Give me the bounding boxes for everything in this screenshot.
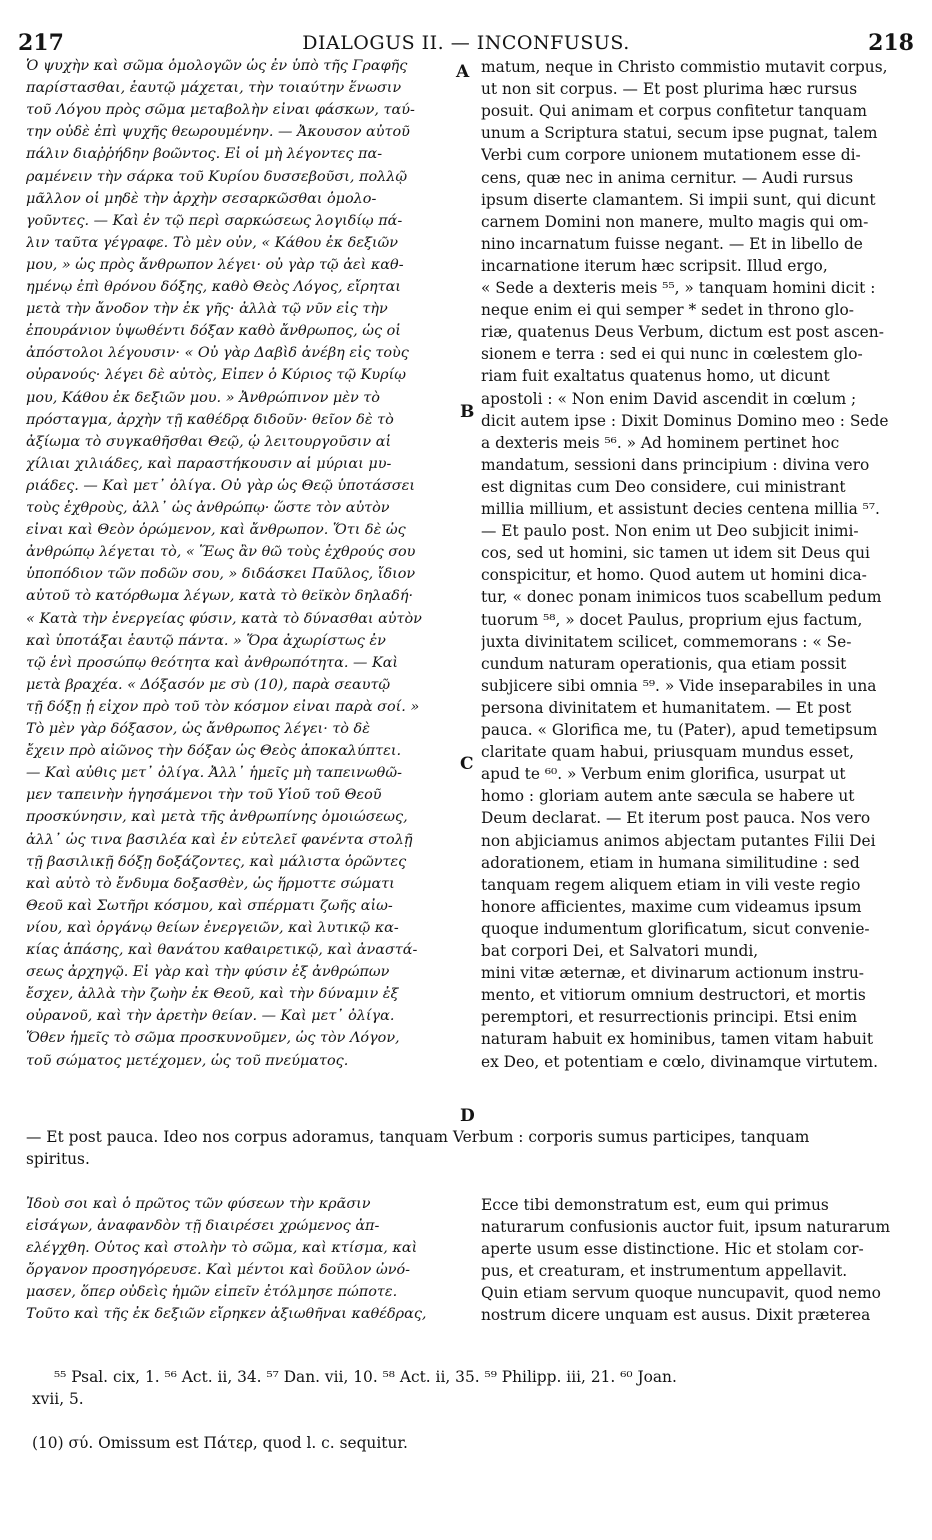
greek-text-line: ὄργανον προσηγόρευσε. Καὶ μέντοι καὶ δοῦλον ὠνό- xyxy=(26,1262,411,1278)
latin-text-line: naturam habuit ex hominibus, tamen vitam habuit xyxy=(481,1030,874,1049)
full-text-line: spiritus. xyxy=(26,1150,90,1168)
latin-text-line: neque enim ei qui semper * sedet in throno glo- xyxy=(481,301,854,320)
latin-text-line: mini vitæ æternæ, et divinarum actionum instru- xyxy=(481,964,864,983)
greek-text-line: τῇ βασιλικῇ δόξῃ δοξάζοντες, καὶ μάλιστα ὁρῶντες xyxy=(26,853,407,870)
greek-text-line: τῇ δόξῃ ᾗ εἶχον πρὸ τοῦ τὸν κόσμον εἶναι παρὰ σοί. » xyxy=(26,698,420,715)
latin-text-line: ex Deo, et potentiam e cœlo, divinamque virtutem. xyxy=(481,1052,878,1071)
greek-text-line: προσκύνησιν, καὶ μετὰ τῆς ἀνθρωπίνης ὁμοιώσεως, xyxy=(26,809,408,826)
greek-text-line: ἀπόστολοι λέγουσιν· « Οὐ γὰρ Δαβὶδ ἀνέβη εἰς τοὺς xyxy=(26,345,409,362)
greek-text-line: « Κατὰ τὴν ἐνεργείας φύσιν, κατὰ τὸ δύνασθαι αὐτὸν xyxy=(26,610,422,627)
footnotes-line-1: ⁵⁵ Psal. cix, 1. ⁵⁶ Act. ii, 34. ⁵⁷ Dan. vii, 10. ⁵⁸ Act. ii, 35. ⁵⁹ Philipp. iii, 21. ⁶⁰ Joan. xyxy=(54,1368,677,1386)
greek-text-line: μετὰ τὴν ἄνοδον τὴν ἐκ γῆς· ἀλλὰ τῷ νῦν εἰς τὴν xyxy=(26,301,388,318)
greek-text-line: ἔσχεν, ἀλλὰ τὴν ζωὴν ἐκ Θεοῦ, καὶ τὴν δύναμιν ἐξ xyxy=(26,986,399,1003)
greek-text-line: καὶ αὐτὸ τὸ ἔνδυμα δοξασθὲν, ὡς ἥρμοττε σώματι xyxy=(26,875,395,892)
latin-column-2 xyxy=(481,1196,907,1328)
greek-text-line: πάλιν διαῤῥήδην βοῶντος. Εἰ οἱ μὴ λέγοντες πα- xyxy=(26,146,383,163)
greek-text-line: ἐπουράνιον ὑψωθέντι δόξαν καθὸ ἄνθρωπος, ὡς οἱ xyxy=(26,323,401,340)
full-text-line: — Et post pauca. Ideo nos corpus adoramus, tanquam Verbum : corporis sumus participes, tanquam xyxy=(26,1128,810,1146)
greek-text-line: ἀνθρώπῳ λέγεται τὸ, « Ἕως ἂν θῶ τοὺς ἐχθρούς σου xyxy=(26,544,416,561)
greek-column xyxy=(26,58,475,1088)
greek-text-line: ριάδες. — Καὶ μετ᾽ ὀλίγα. Οὐ γὰρ ὡς Θεῷ ὑποτάσσει xyxy=(26,477,415,494)
latin-text-line: Ecce tibi demonstratum est, eum qui primus xyxy=(481,1196,829,1214)
editor-note: (10) σύ. Omissum est Πάτερ, quod l. c. sequitur. xyxy=(32,1434,408,1452)
greek-text-line: λιν ταῦτα γέγραφε. Τὸ μὲν οὖν, « Κάθου ἐκ δεξιῶν xyxy=(26,234,399,251)
greek-text-line: Θεοῦ καὶ Σωτῆρι κόσμου, καὶ σπέρματι ζωῆς αἰω- xyxy=(26,897,393,914)
latin-text-line: persona divinitatem et humanitatem. — Et post xyxy=(481,698,852,717)
greek-text-line: μετὰ βραχέα. « Δόξασόν με σὺ (10), παρὰ σεαυτῷ xyxy=(26,676,391,693)
greek-text-line: αὐτοῦ τὸ κατόρθωμα λέγων, κατὰ τὸ θεϊκὸν δηλαδή· xyxy=(26,588,414,605)
latin-text-line: ipsum diserte clamantem. Si impii sunt, qui dicunt xyxy=(481,190,876,209)
latin-text-line: riæ, quatenus Deus Verbum, dictum est post ascen- xyxy=(481,323,884,342)
latin-text-line: claritate quam habui, priusquam mundus esset, xyxy=(481,743,854,762)
greek-text-line: πρόσταγμα, ἀρχὴν τῇ καθέδρᾳ διδοῦν· θεῖον δὲ τὸ xyxy=(26,411,394,428)
greek-text-line: ὑποπόδιον τῶν ποδῶν σου, » διδάσκει Παῦλος, ἴδιον xyxy=(26,566,416,583)
greek-text-line: ἀξίωμα τὸ συγκαθῆσθαι Θεῷ, ᾧ λειτουργοῦσιν αἱ xyxy=(26,433,392,450)
latin-text-line: apostoli : « Non enim David ascendit in cœlum ; xyxy=(481,389,857,408)
latin-text-line: bat corpori Dei, et Salvatori mundi, xyxy=(481,942,759,960)
latin-text-line: non abjiciamus animos abjectam putantes Filii Dei xyxy=(481,831,876,850)
latin-text-line: subjicere sibi omnia ⁵⁹. » Vide inseparabiles in una xyxy=(481,676,877,695)
latin-text-line: — Et paulo post. Non enim ut Deo subjicit inimi- xyxy=(481,522,859,541)
greek-text-line: νίου, καὶ ὀργάνῳ θείων ἐνεργειῶν, καὶ λυτικῷ κα- xyxy=(26,919,399,936)
latin-text-line: carnem Domini non manere, multo magis qui om- xyxy=(481,212,869,231)
latin-text-line: mento, et vitiorum omnium destructori, et mortis xyxy=(481,986,866,1005)
latin-text-line: tanquam regem aliquem etiam in vili veste regio xyxy=(481,875,861,894)
greek-text-line: παρίστασθαι, ἑαυτῷ μάχεται, τὴν τοιαύτην ἕνωσιν xyxy=(26,80,402,97)
latin-text-line: unum a Scriptura statui, secum ipse pugnat, talem xyxy=(481,124,878,143)
margin-letter-a: A xyxy=(456,62,470,82)
greek-text-line: τοὺς ἐχθροὺς, ἀλλ᾽ ὡς ἀνθρώπῳ· ὥστε τὸν αὐτὸν xyxy=(26,500,390,516)
latin-text-line: juxta divinitatem scilicet, commemorans : « Se- xyxy=(481,632,852,651)
latin-text-line: est dignitas cum Deo considere, cui ministrant xyxy=(481,477,846,496)
greek-text-line: οὐρανοῦ, καὶ τὴν ἀρετὴν θείαν. — Καὶ μετ᾽ ὀλίγα. xyxy=(26,1008,395,1025)
greek-column-2 xyxy=(26,1196,472,1328)
greek-text-line: Ὅθεν ἡμεῖς τὸ σῶμα προσκυνοῦμεν, ὡς τὸν Λόγον, xyxy=(26,1030,400,1047)
latin-text-line: incarnatione iterum hæc scripsit. Illud ergo, xyxy=(481,256,828,275)
latin-text-line: cundum naturam operationis, qua etiam possit xyxy=(481,654,847,673)
greek-text-line: καὶ ὑποτάξαι ἑαυτῷ πάντα. » Ὅρα ἀχωρίστως ἐν xyxy=(26,632,386,649)
greek-text-line: εἰσάγων, ἀναφανδὸν τῇ διαιρέσει χρώμενος ἀπ- xyxy=(26,1218,380,1234)
latin-text-line: matum, neque in Christo commistio mutavit corpus, xyxy=(481,58,888,76)
margin-letter-c: C xyxy=(460,754,474,774)
latin-text-line: apud te ⁶⁰. » Verbum enim glorifica, usurpat ut xyxy=(481,765,846,784)
margin-letter-b: B xyxy=(460,402,475,422)
latin-text-line: quoque indumentum glorificatum, sicut convenie- xyxy=(481,919,870,938)
greek-text-line: μασεν, ὅπερ οὐδεὶς ἡμῶν εἰπεῖν ἐτόλμησε πώποτε. xyxy=(26,1284,398,1300)
latin-text-line: peremptori, et resurrectionis principi. Etsi enim xyxy=(481,1008,858,1027)
greek-text-line: Τὸ μὲν γὰρ δόξασον, ὡς ἄνθρωπος λέγει· τὸ δὲ xyxy=(26,721,370,737)
latin-text-line: tuorum ⁵⁸, » docet Paulus, proprium ejus factum, xyxy=(481,610,863,629)
latin-text-line: cens, quæ nec in anima cernitur. — Audi rursus xyxy=(481,168,854,187)
latin-text-line: « Sede a dexteris meis ⁵⁵, » tanquam homini dicit : xyxy=(481,279,876,297)
latin-text-line: a dexteris meis ⁵⁶. » Ad hominem pertinet hoc xyxy=(481,433,840,452)
margin-letter-d: D xyxy=(460,1106,475,1126)
greek-text-line: μου, Κάθου ἐκ δεξιῶν μου. » Ἀνθρώπινον μὲν τὸ xyxy=(26,389,380,406)
greek-text-line: — Καὶ αὖθις μετ᾽ ὀλίγα. Ἀλλ᾽ ἡμεῖς μὴ ταπεινωθῶ- xyxy=(26,765,402,782)
latin-text-line: aperte usum esse distinctione. Hic et stolam cor- xyxy=(481,1240,864,1258)
footnotes-line-2: xvii, 5. xyxy=(32,1390,84,1408)
latin-text-line: cos, sed ut homini, sic tamen ut idem sit Deus qui xyxy=(481,544,870,563)
greek-text-line: μεν ταπεινὴν ἡγησάμενοι τὴν τοῦ Υἱοῦ τοῦ Θεοῦ xyxy=(26,787,382,804)
greek-text-line: γοῦντες. — Καὶ ἐν τῷ περὶ σαρκώσεως λογιδίῳ πά- xyxy=(26,212,403,229)
full-width-text xyxy=(26,1128,908,1172)
greek-text-line: τοῦ Λόγου πρὸς σῶμα μεταβολὴν εἶναι φάσκων, ταύ- xyxy=(26,102,415,119)
greek-text-line: ἀλλ᾽ ὡς τινα βασιλέα καὶ ἐν εὐτελεῖ φανέντα στολῇ xyxy=(26,831,413,848)
greek-text-line: εἶναι καὶ Θεὸν ὁρώμενον, καὶ ἄνθρωπον. Ὅτι δὲ ὡς xyxy=(26,522,406,539)
greek-text-line: Τοῦτο καὶ τῆς ἐκ δεξιῶν εἴρηκεν ἀξιωθῆναι καθέδρας, xyxy=(26,1306,427,1322)
greek-text-line: τοῦ σώματος μετέχομεν, ὡς τοῦ πνεύματος. xyxy=(26,1052,349,1069)
latin-text-line: dicit autem ipse : Dixit Dominus Domino meo : Sede xyxy=(481,411,889,430)
page-number-left: 217 xyxy=(18,30,64,56)
greek-text-line: μᾶλλον οἱ μηδὲ τὴν ἀρχὴν σεσαρκῶσθαι ὁμολο- xyxy=(26,190,377,207)
latin-text-line: nostrum dicere unquam est ausus. Dixit præterea xyxy=(481,1306,871,1324)
latin-text-line: posuit. Qui animam et corpus confitetur tanquam xyxy=(481,102,867,121)
latin-text-line: riam fuit exaltatus quatenus homo, ut dicunt xyxy=(481,367,830,386)
latin-text-line: pauca. « Glorifica me, tu (Pater), apud temetipsum xyxy=(481,721,878,739)
greek-text-line: σεως ἀρχηγῷ. Εἰ γὰρ καὶ τὴν φύσιν ἐξ ἀνθρώπων xyxy=(26,964,390,981)
latin-text-line: sionem e terra : sed ei qui nunc in cœlestem glo- xyxy=(481,345,863,364)
greek-text-line: χίλιαι χιλιάδες, καὶ παραστήκουσιν αἱ μύριαι μυ- xyxy=(26,455,392,472)
greek-text-line: οὐρανούς· λέγει δὲ αὐτὸς, Εἶπεν ὁ Κύριος τῷ Κυρίῳ xyxy=(26,367,406,384)
greek-text-line: μου, » ὡς πρὸς ἄνθρωπον λέγει· οὐ γὰρ τῷ ἀεὶ καθ- xyxy=(26,256,404,273)
page-header xyxy=(18,30,914,60)
latin-text-line: pus, et creaturam, et instrumentum appellavit. xyxy=(481,1262,848,1280)
greek-text-line: κίας ἁπάσης, καὶ θανάτου καθαιρετικῷ, καὶ ἀναστά- xyxy=(26,942,418,958)
latin-text-line: tur, « donec ponam inimicos tuos scabellum pedum xyxy=(481,588,882,607)
latin-text-line: ut non sit corpus. — Et post plurima hæc rursus xyxy=(481,80,858,99)
latin-text-line: honore afficientes, maxime cum videamus ipsum xyxy=(481,897,862,916)
latin-text-line: mandatum, sessioni dans principium : divina vero xyxy=(481,455,870,474)
latin-text-line: naturarum confusionis auctor fuit, ipsum naturarum xyxy=(481,1218,891,1236)
latin-column xyxy=(481,58,907,1088)
greek-text-line: Ὁ ψυχὴν καὶ σῶμα ὁμολογῶν ὡς ἐν ὑπὸ τῆς Γραφῆς xyxy=(26,58,408,74)
greek-text-line: ελέγχθη. Οὗτος καὶ στολὴν τὸ σῶμα, καὶ κτίσμα, καὶ xyxy=(26,1240,418,1256)
latin-text-line: nino incarnatum fuisse negant. — Et in libello de xyxy=(481,234,863,253)
greek-text-line: ημένῳ ἐπὶ θρόνου δόξης, καθὸ Θεὸς Λόγος, εἴρηται xyxy=(26,279,401,295)
greek-text-line: τῷ ἑνὶ προσώπῳ θεότητα καὶ ἀνθρωπότητα. — Καὶ xyxy=(26,654,399,671)
latin-text-line: adorationem, etiam in humana similitudine : sed xyxy=(481,853,860,872)
greek-text-line: ἔχειν πρὸ αἰῶνος τὴν δόξαν ὡς Θεὸς ἀποκαλύπτει. xyxy=(26,743,402,760)
greek-text-line: την οὐδὲ ἐπὶ ψυχῆς θεωρουμένην. — Ἀκουσον αὐτοῦ xyxy=(26,124,410,141)
latin-text-line: Deum declarat. — Et iterum post pauca. Nos vero xyxy=(481,809,871,828)
page-number-right: 218 xyxy=(868,30,914,56)
greek-text-line: ραμένειν τὴν σάρκα τοῦ Κυρίου δυσσεβοῦσι, πολλῷ xyxy=(26,168,408,185)
latin-text-line: conspicitur, et homo. Quod autem ut homini dica- xyxy=(481,566,867,585)
latin-text-line: homo : gloriam autem ante sæcula se habere ut xyxy=(481,787,855,806)
latin-text-line: Quin etiam servum quoque nuncupavit, quod nemo xyxy=(481,1284,881,1302)
latin-text-line: millia millium, et assistunt decies centena millia ⁵⁷. xyxy=(481,500,880,518)
latin-text-line: Verbi cum corpore unionem mutationem esse di- xyxy=(481,146,861,165)
running-title: DIALOGUS II. — INCONFUSUS. xyxy=(302,32,630,54)
greek-text-line: Ἰδοὺ σοι καὶ ὁ πρῶτος τῶν φύσεων τὴν κρᾶσιν xyxy=(26,1196,371,1212)
